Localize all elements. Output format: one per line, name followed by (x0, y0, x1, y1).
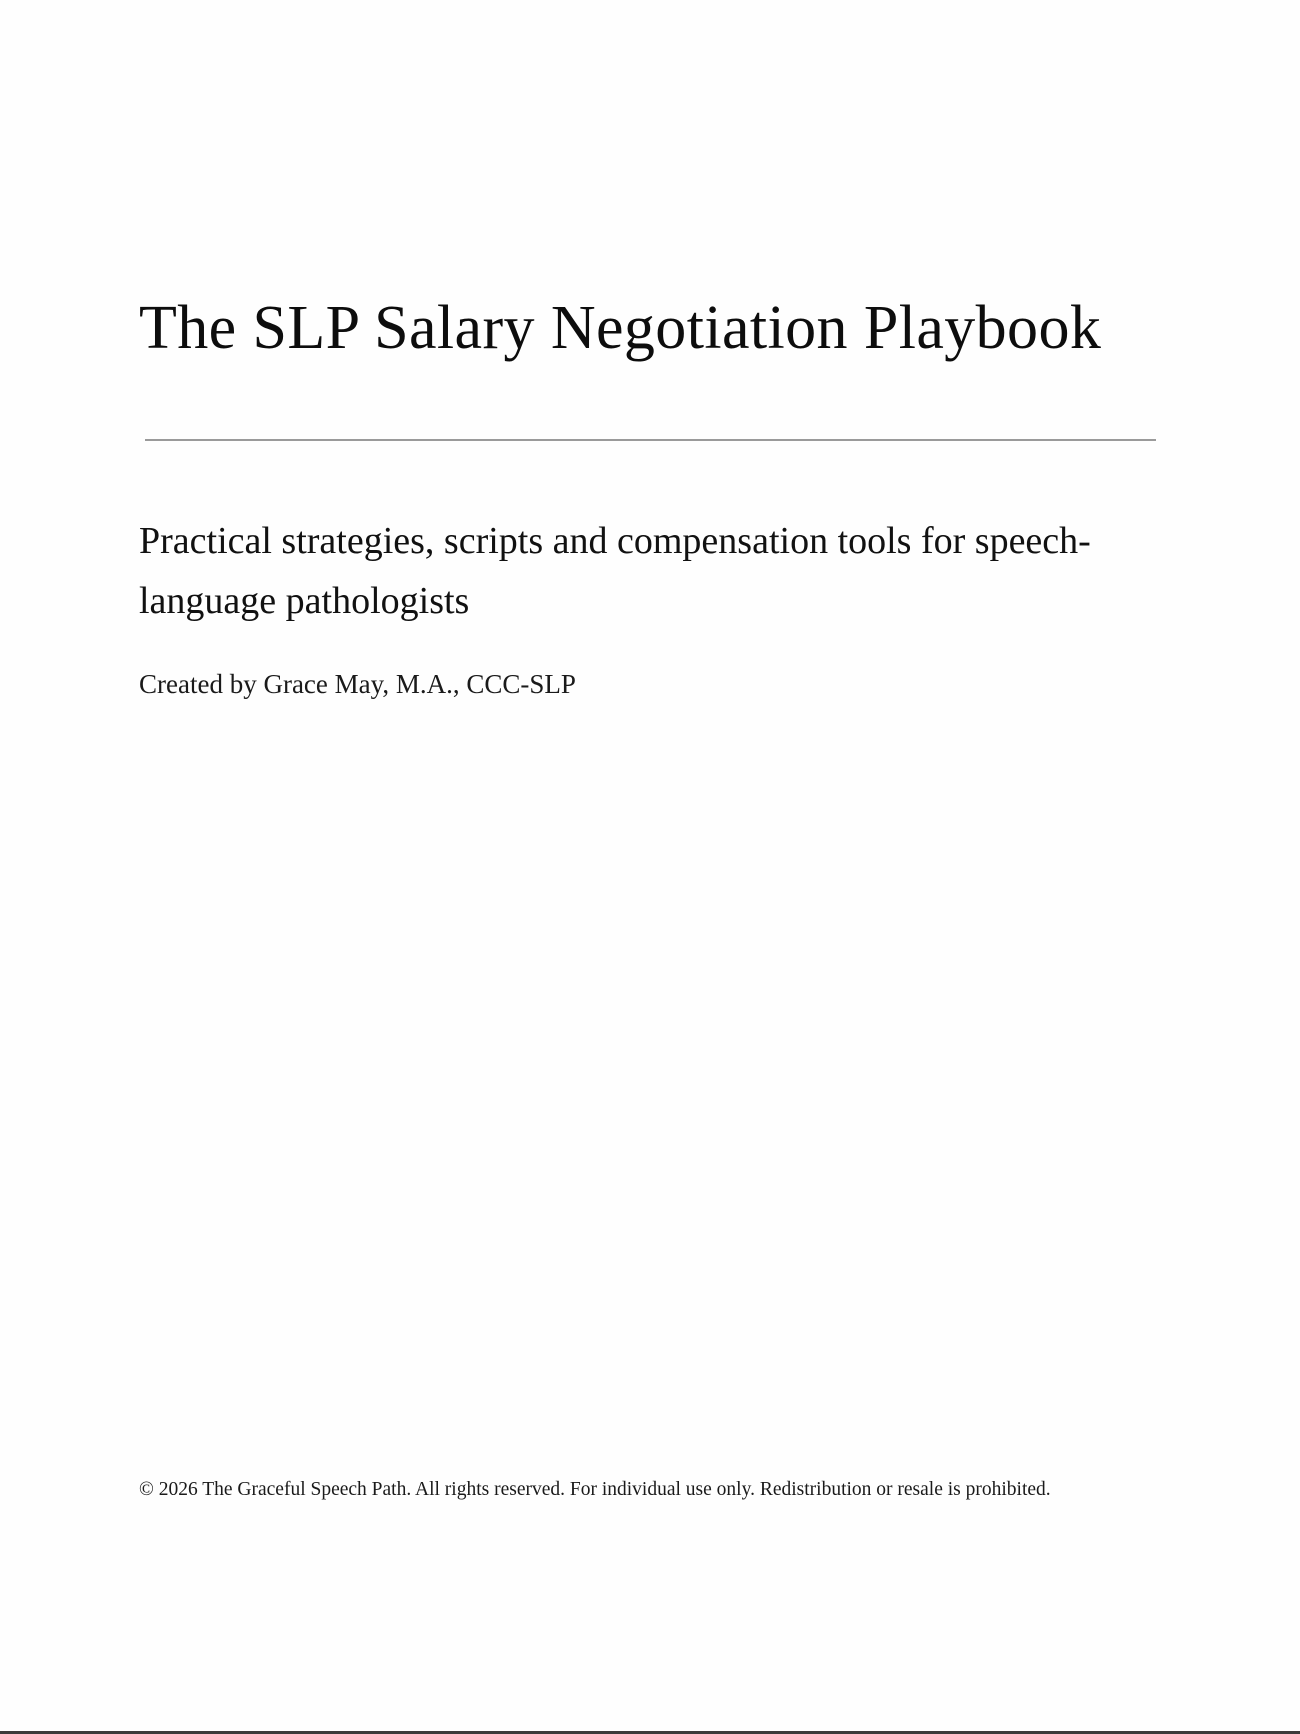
page-title: The SLP Salary Negotiation Playbook (139, 294, 1102, 362)
author-credit: Created by Grace May, M.A., CCC-SLP (139, 669, 576, 699)
page-subtitle: Practical strategies, scripts and compensation tools for speech-language pathologists (139, 520, 1091, 622)
title-divider (145, 439, 1156, 441)
copyright-notice: © 2026 The Graceful Speech Path. All rights reserved. For individual use only. Redistribution or resale is prohibited. (139, 1479, 1051, 1500)
